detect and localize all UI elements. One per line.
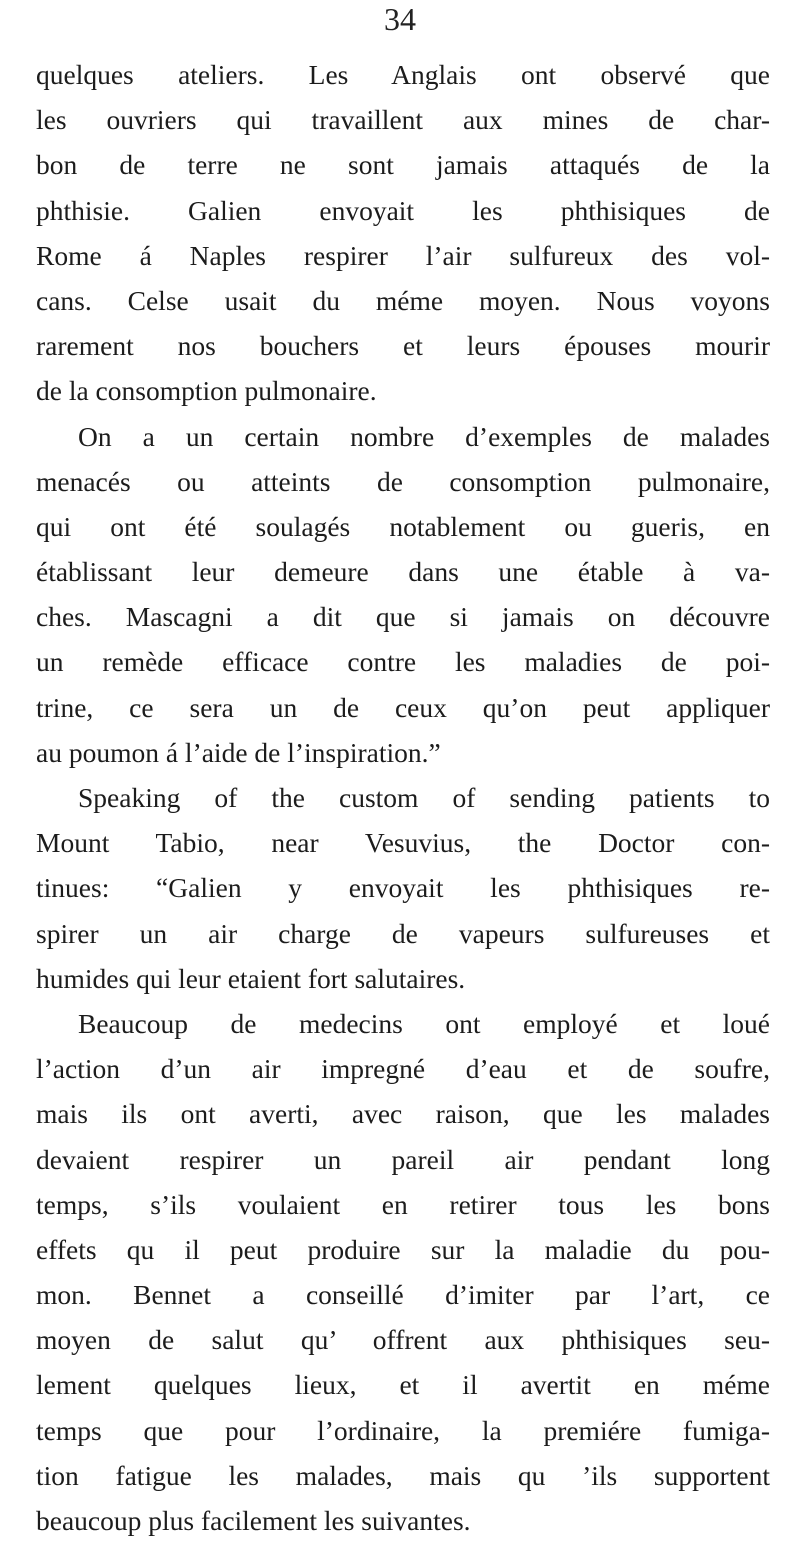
text-line: de la consomption pulmonaire. [36,375,377,407]
text-line: établissant leur demeure dans une étable à va- [36,556,770,588]
text-line: humides qui leur etaient fort salutaires. [36,962,466,994]
text-line: Rome á Naples respirer l’air sulfureux des vol- [36,239,770,271]
text-line: moyen de salut qu’ offrent aux phthisiques seu- [36,1324,770,1356]
body-text [36,52,770,1543]
text-line: rarement nos bouchers et leurs épouses mourir [36,330,770,362]
text-line: temps, s’ils voulaient en retirer tous les bons [36,1188,770,1220]
text-line: Mount Tabio, near Vesuvius, the Doctor con- [36,827,770,859]
text-line: beaucoup plus facilement les suivantes. [36,1505,471,1536]
text-line: mon. Bennet a conseillé d’imiter par l’art, ce [36,1279,770,1311]
text-line: effets qu il peut produire sur la maladie du pou- [36,1233,770,1265]
text-line: trine, ce sera un de ceux qu’on peut appliquer [36,691,770,723]
text-line: menacés ou atteints de consomption pulmonaire, [36,465,770,497]
text-line: spirer un air charge de vapeurs sulfureuses et [36,917,770,949]
paragraph-first-line: On a un certain nombre d’exemples de malades [78,420,770,452]
page-number: 34 [384,1,416,37]
paragraph-first-line: Speaking of the custom of sending patients to [78,782,770,813]
text-line: cans. Celse usait du méme moyen. Nous voyons [36,284,770,316]
text-line: l’action d’un air impregné d’eau et de soufre, [36,1053,770,1085]
text-line: lement quelques lieux, et il avertit en méme [36,1369,770,1401]
text-line: tinues: “Galien y envoyait les phthisiques re- [36,872,770,904]
text-line: ches. Mascagni a dit que si jamais on découvre [36,601,770,633]
text-line: quelques ateliers. Les Anglais ont observé que [36,59,770,90]
text-line: bon de terre ne sont jamais attaqués de la [36,149,770,181]
text-line: devaient respirer un pareil air pendant long [36,1143,770,1175]
text-line: un remède efficace contre les maladies de poi- [36,646,770,678]
text-line: qui ont été soulagés notablement ou gueris, en [36,510,770,542]
text-line: mais ils ont averti, avec raison, que les malades [36,1098,770,1130]
text-line: au poumon á l’aide de l’inspiration.” [36,736,441,768]
text-line: tion fatigue les malades, mais qu ’ils supportent [36,1459,770,1491]
text-line: temps que pour l’ordinaire, la premiére fumiga- [36,1414,770,1446]
text-line: les ouvriers qui travaillent aux mines de char- [36,104,770,136]
text-line: phthisie. Galien envoyait les phthisiques de [36,194,770,226]
paragraph-first-line: Beaucoup de medecins ont employé et loué [78,1007,770,1039]
